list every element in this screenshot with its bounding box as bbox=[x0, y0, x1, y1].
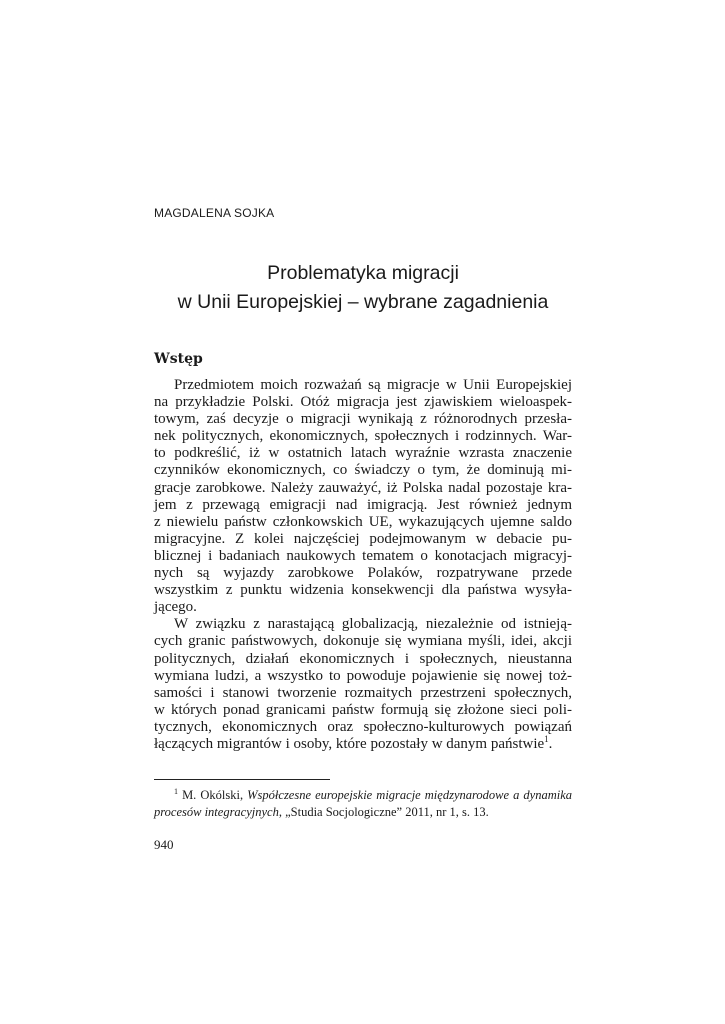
text-line: wszystkim z punktu widzenia konsekwencji dla państwa wysyła- bbox=[154, 582, 572, 599]
footnote-line bbox=[154, 804, 572, 821]
section-heading: Wstęp bbox=[154, 351, 203, 367]
body-text bbox=[154, 377, 572, 753]
text-line: Przedmiotem moich rozważań są migracje w Unii Europejskiej bbox=[174, 377, 572, 393]
text-line: gracje zarobkowe. Należy zauważyć, iż Polska nadal pozostaje kra- bbox=[154, 479, 572, 496]
footnote-reference[interactable]: 1 bbox=[544, 733, 549, 744]
text-line: politycznych, działań ekonomicznych i społecznych, nieustanna bbox=[154, 650, 572, 667]
title-line-2: w Unii Europejskiej – wybrane zagadnienia bbox=[177, 291, 549, 313]
text-line: tycznych, ekonomicznych oraz społeczno-kulturowych powiązań bbox=[154, 718, 572, 735]
footnote-line bbox=[154, 787, 572, 804]
text-line: jem z przewagą emigracji nad imigracją. Jest również jednym bbox=[154, 496, 572, 513]
text-line: nek politycznych, ekonomicznych, społecznych i rodzinnych. War- bbox=[154, 428, 572, 445]
footnote-source: , „Studia Socjologiczne” 2011, nr 1, s. 13. bbox=[278, 805, 489, 819]
footnote-author: M. Okólski, bbox=[182, 788, 244, 802]
footnote bbox=[154, 787, 572, 821]
article-title bbox=[154, 259, 572, 317]
author-name: MAGDALENA SOJKA bbox=[154, 206, 275, 220]
text-line: w których ponad granicami państw formują się złożone sieci poli- bbox=[154, 701, 572, 718]
title-line-1: Problematyka migracji bbox=[267, 262, 459, 284]
footnote-separator bbox=[154, 779, 330, 780]
text-line: samości i stanowi tworzenie rozmaitych przestrzeni społecznych, bbox=[154, 684, 572, 701]
text-line: blicznej i badaniach naukowych tematem o konotacjach migracyj- bbox=[154, 547, 572, 564]
text-line: migracyjne. Z kolei najczęściej podejmowanym w debacie pu- bbox=[154, 530, 572, 547]
text-line: na przykładzie Polski. Otóż migracja jest zjawiskiem wieloaspek- bbox=[154, 394, 572, 411]
footnote-number: 1 bbox=[174, 786, 178, 796]
text-line: z niewielu państw członkowskich UE, wykazujących ujemne saldo bbox=[154, 513, 572, 530]
text-line bbox=[154, 733, 572, 753]
text-line: cych granic państwowych, dokonuje się wymiana myśli, idei, akcji bbox=[154, 633, 572, 650]
text-line: jącego. bbox=[154, 599, 197, 616]
text-line: to podkreślić, iż w ostatnich latach wyraźnie wzrasta znaczenie bbox=[154, 445, 572, 462]
text-line: towym, zaś decyzje o migracji wynikają z różnorodnych przesła- bbox=[154, 411, 572, 428]
footnote-title: Współczesne europejskie migracje międzynarodowe a dynamika bbox=[247, 788, 572, 802]
text-line-content: łączących migrantów i osoby, które pozostały w danym państwie bbox=[154, 735, 545, 752]
page-number: 940 bbox=[154, 837, 174, 852]
text-line: W związku z narastającą globalizacją, niezależnie od istnieją- bbox=[174, 616, 572, 633]
sentence-end: . bbox=[548, 735, 553, 752]
text-line: wymiana ludzi, a wszystko to powoduje pojawienie się nowej toż- bbox=[154, 667, 572, 684]
text-line: czynników ekonomicznych, co świadczy o tym, że dominują mi- bbox=[154, 462, 572, 479]
text-line: nych są wyjazdy zarobkowe Polaków, rozpatrywane przede bbox=[154, 565, 572, 582]
footnote-title-continued: procesów integracyjnych bbox=[154, 805, 279, 819]
